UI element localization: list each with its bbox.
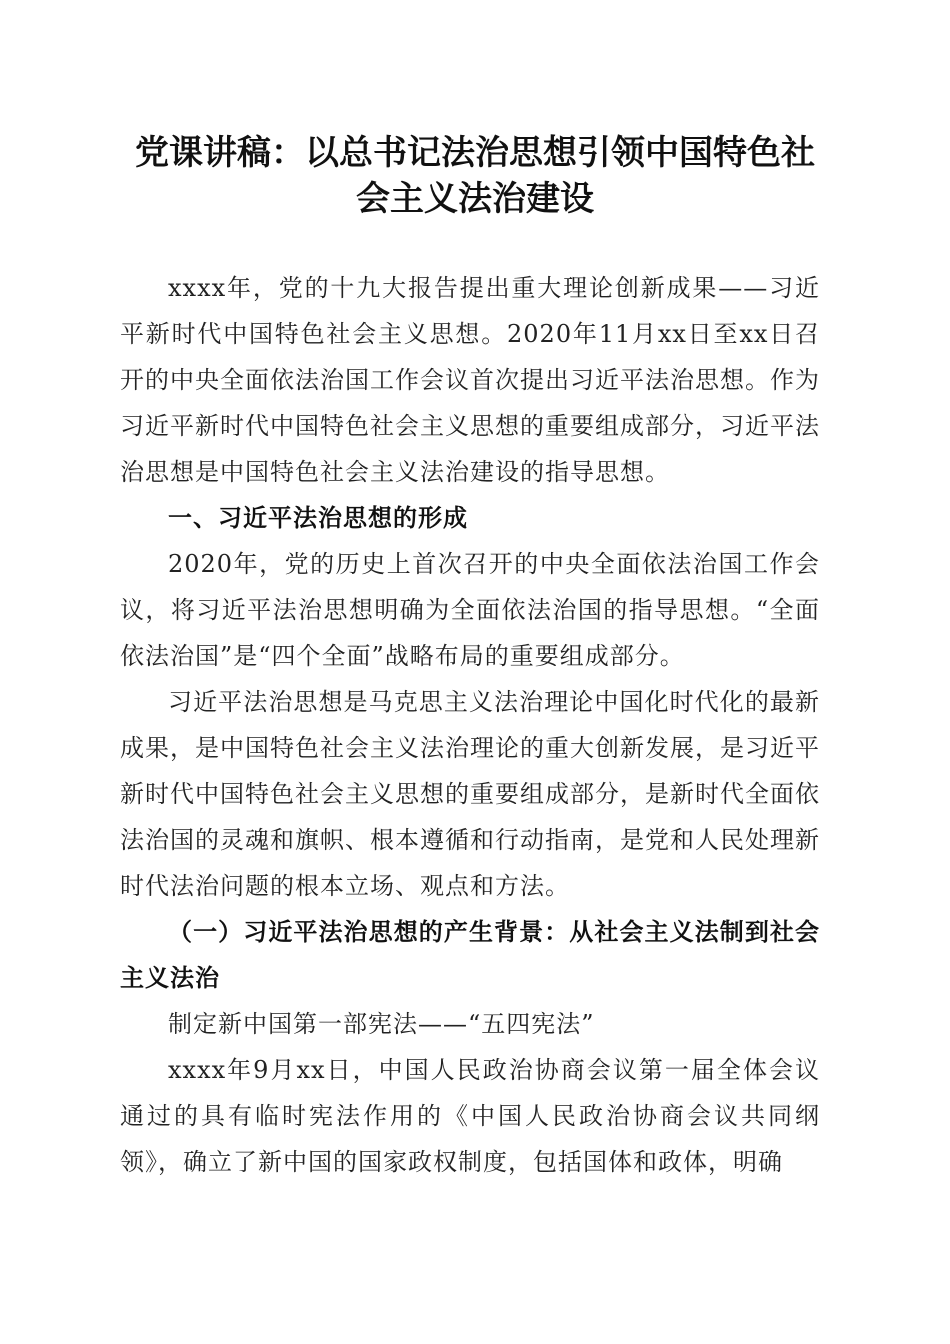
title-line-2: 会主义法治建设 <box>356 179 594 219</box>
document-body <box>120 265 820 1185</box>
paragraph: xxxx年9月xx日，中国人民政治协商会议第一届全体会议通过的具有临时宪法作用的《中国人民政治协商会议共同纲领》，确立了新中国的国家政权制度，包括国体和政体，明确 <box>120 1056 820 1176</box>
title-line-1: 党课讲稿：以总书记法治思想引领中国特色社 <box>135 133 815 173</box>
subsection-heading-1: （一）习近平法治思想的产生背景：从社会主义法制到社会主义法治 <box>120 917 820 992</box>
paragraph: 制定新中国第一部宪法——“五四宪法” <box>168 1010 595 1038</box>
intro-paragraph: xxxx年，党的十九大报告提出重大理论创新成果——习近平新时代中国特色社会主义思想。2020年11月xx日至xx日召开的中央全面依法治国工作会议首次提出习近平法治思想。作为习近平新时代中国特色社会主义思想的重要组成部分，习近平法治思想是中国特色社会主义法治建设的指导思想。 <box>120 274 820 486</box>
paragraph: 2020年，党的历史上首次召开的中央全面依法治国工作会议，将习近平法治思想明确为全面依法治国的指导思想。“全面依法治国”是“四个全面”战略布局的重要组成部分。 <box>120 550 820 670</box>
paragraph: 习近平法治思想是马克思主义法治理论中国化时代化的最新成果，是中国特色社会主义法治理论的重大创新发展，是习近平新时代中国特色社会主义思想的重要组成部分，是新时代全面依法治国的灵魂和旗帜、根本遵循和行动指南，是党和人民处理新时代法治问题的根本立场、观点和方法。 <box>120 688 820 900</box>
document-title <box>110 130 840 222</box>
section-heading-1: 一、习近平法治思想的形成 <box>168 504 468 532</box>
